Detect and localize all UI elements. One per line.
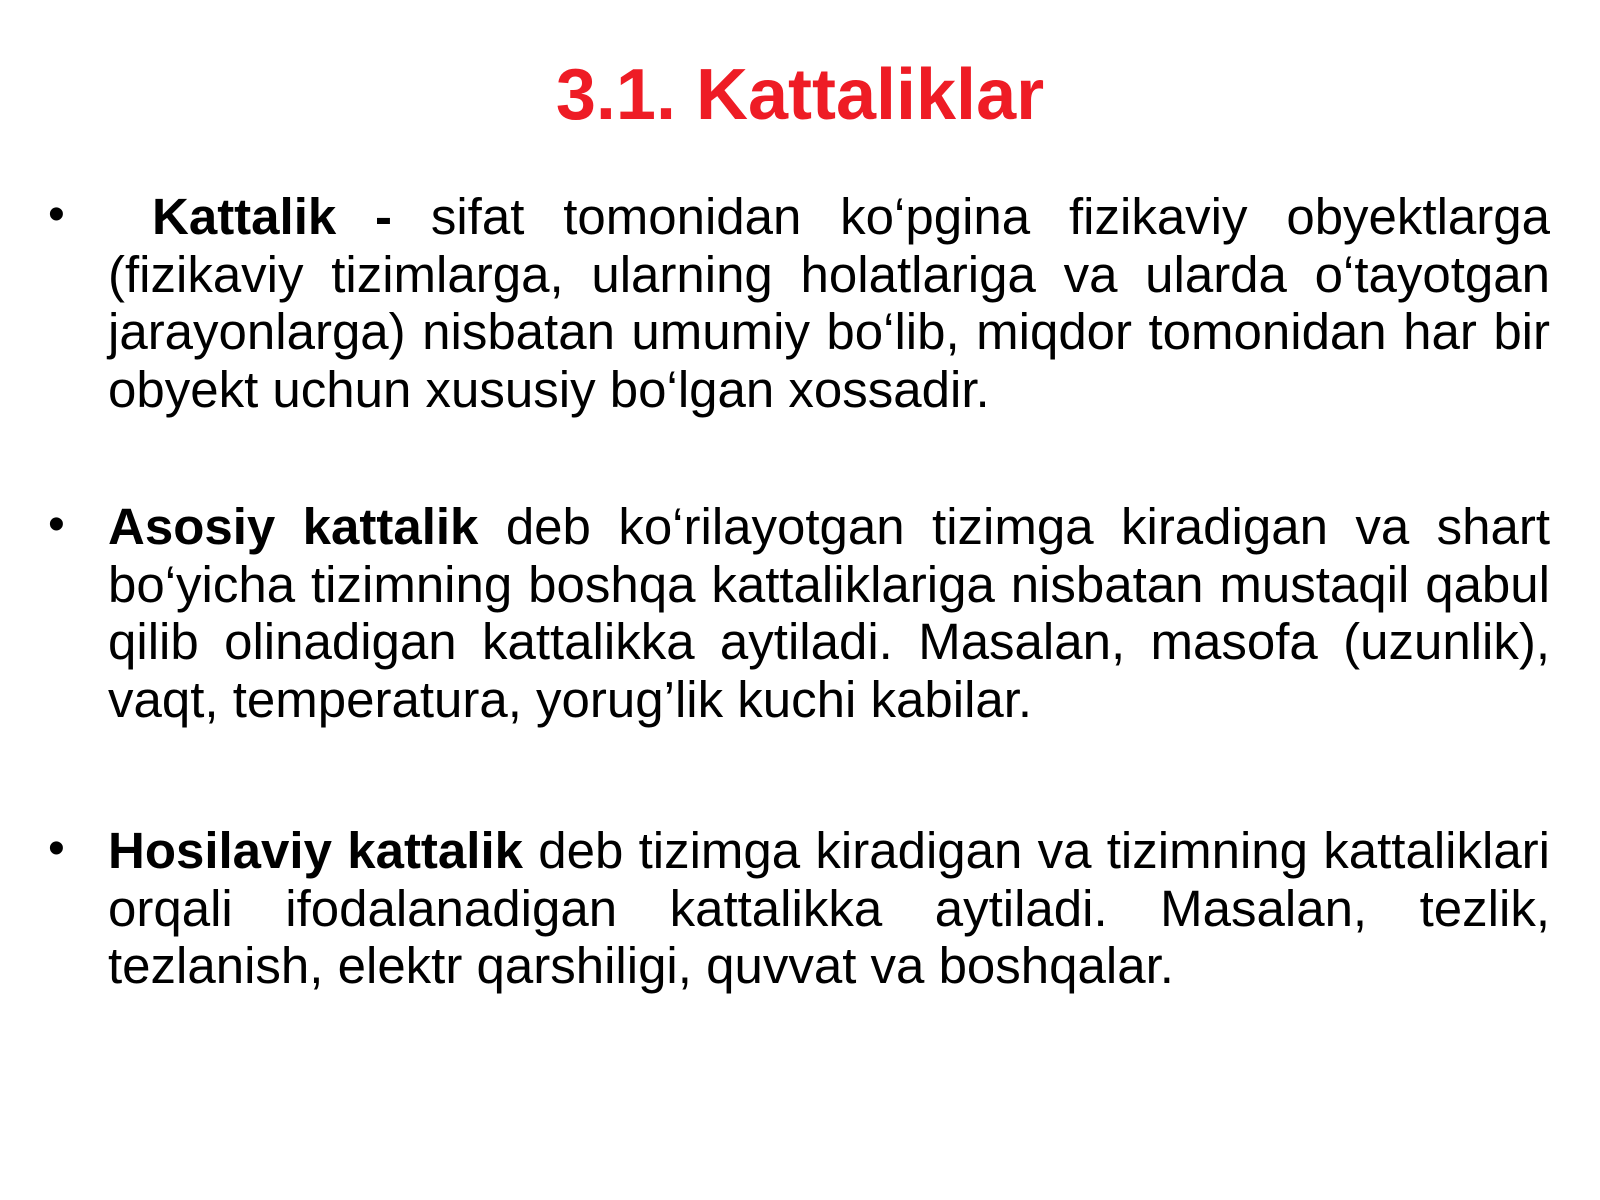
bullet-term: Kattalik -: [152, 188, 393, 245]
bullet-icon: •: [48, 188, 65, 241]
bullet-text: deb tizimga kiradigan va tizimning kattaliklari orqali ifodalanadigan kattalikka aytiladi. Masalan, tezlik, tezlanish, elektr qarshiligi, quvvat va boshqalar.: [108, 822, 1550, 994]
bullet-term: Asosiy kattalik: [108, 498, 479, 555]
bullet-icon: •: [48, 822, 65, 875]
bullet-item-kattalik: [48, 188, 1550, 418]
bullet-term: Hosilaviy kattalik: [108, 822, 523, 879]
bullet-text: sifat tomonidan ko‘pgina fizikaviy obyektlarga (fizikaviy tizimlarga, ularning holatlariga va ularda o‘tayotgan jarayonlarga) nisbatan umumiy bo‘lib, miqdor tomonidan har bir obyekt uchun xususiy bo‘lgan xossadir.: [108, 188, 1550, 418]
slide-title: 3.1. Kattaliklar: [555, 55, 1045, 135]
bullet-item-hosilaviy-kattalik: [48, 822, 1550, 995]
bullet-text: deb ko‘rilayotgan tizimga kiradigan va shart bo‘yicha tizimning boshqa kattaliklariga nisbatan mustaqil qabul qilib olinadigan kattalikka aytiladi. Masalan, masofa (uzunlik), vaqt, temperatura, yorug’lik kuchi kabilar.: [108, 498, 1550, 728]
bullet-item-asosiy-kattalik: [48, 498, 1550, 728]
bullet-icon: •: [48, 498, 65, 551]
